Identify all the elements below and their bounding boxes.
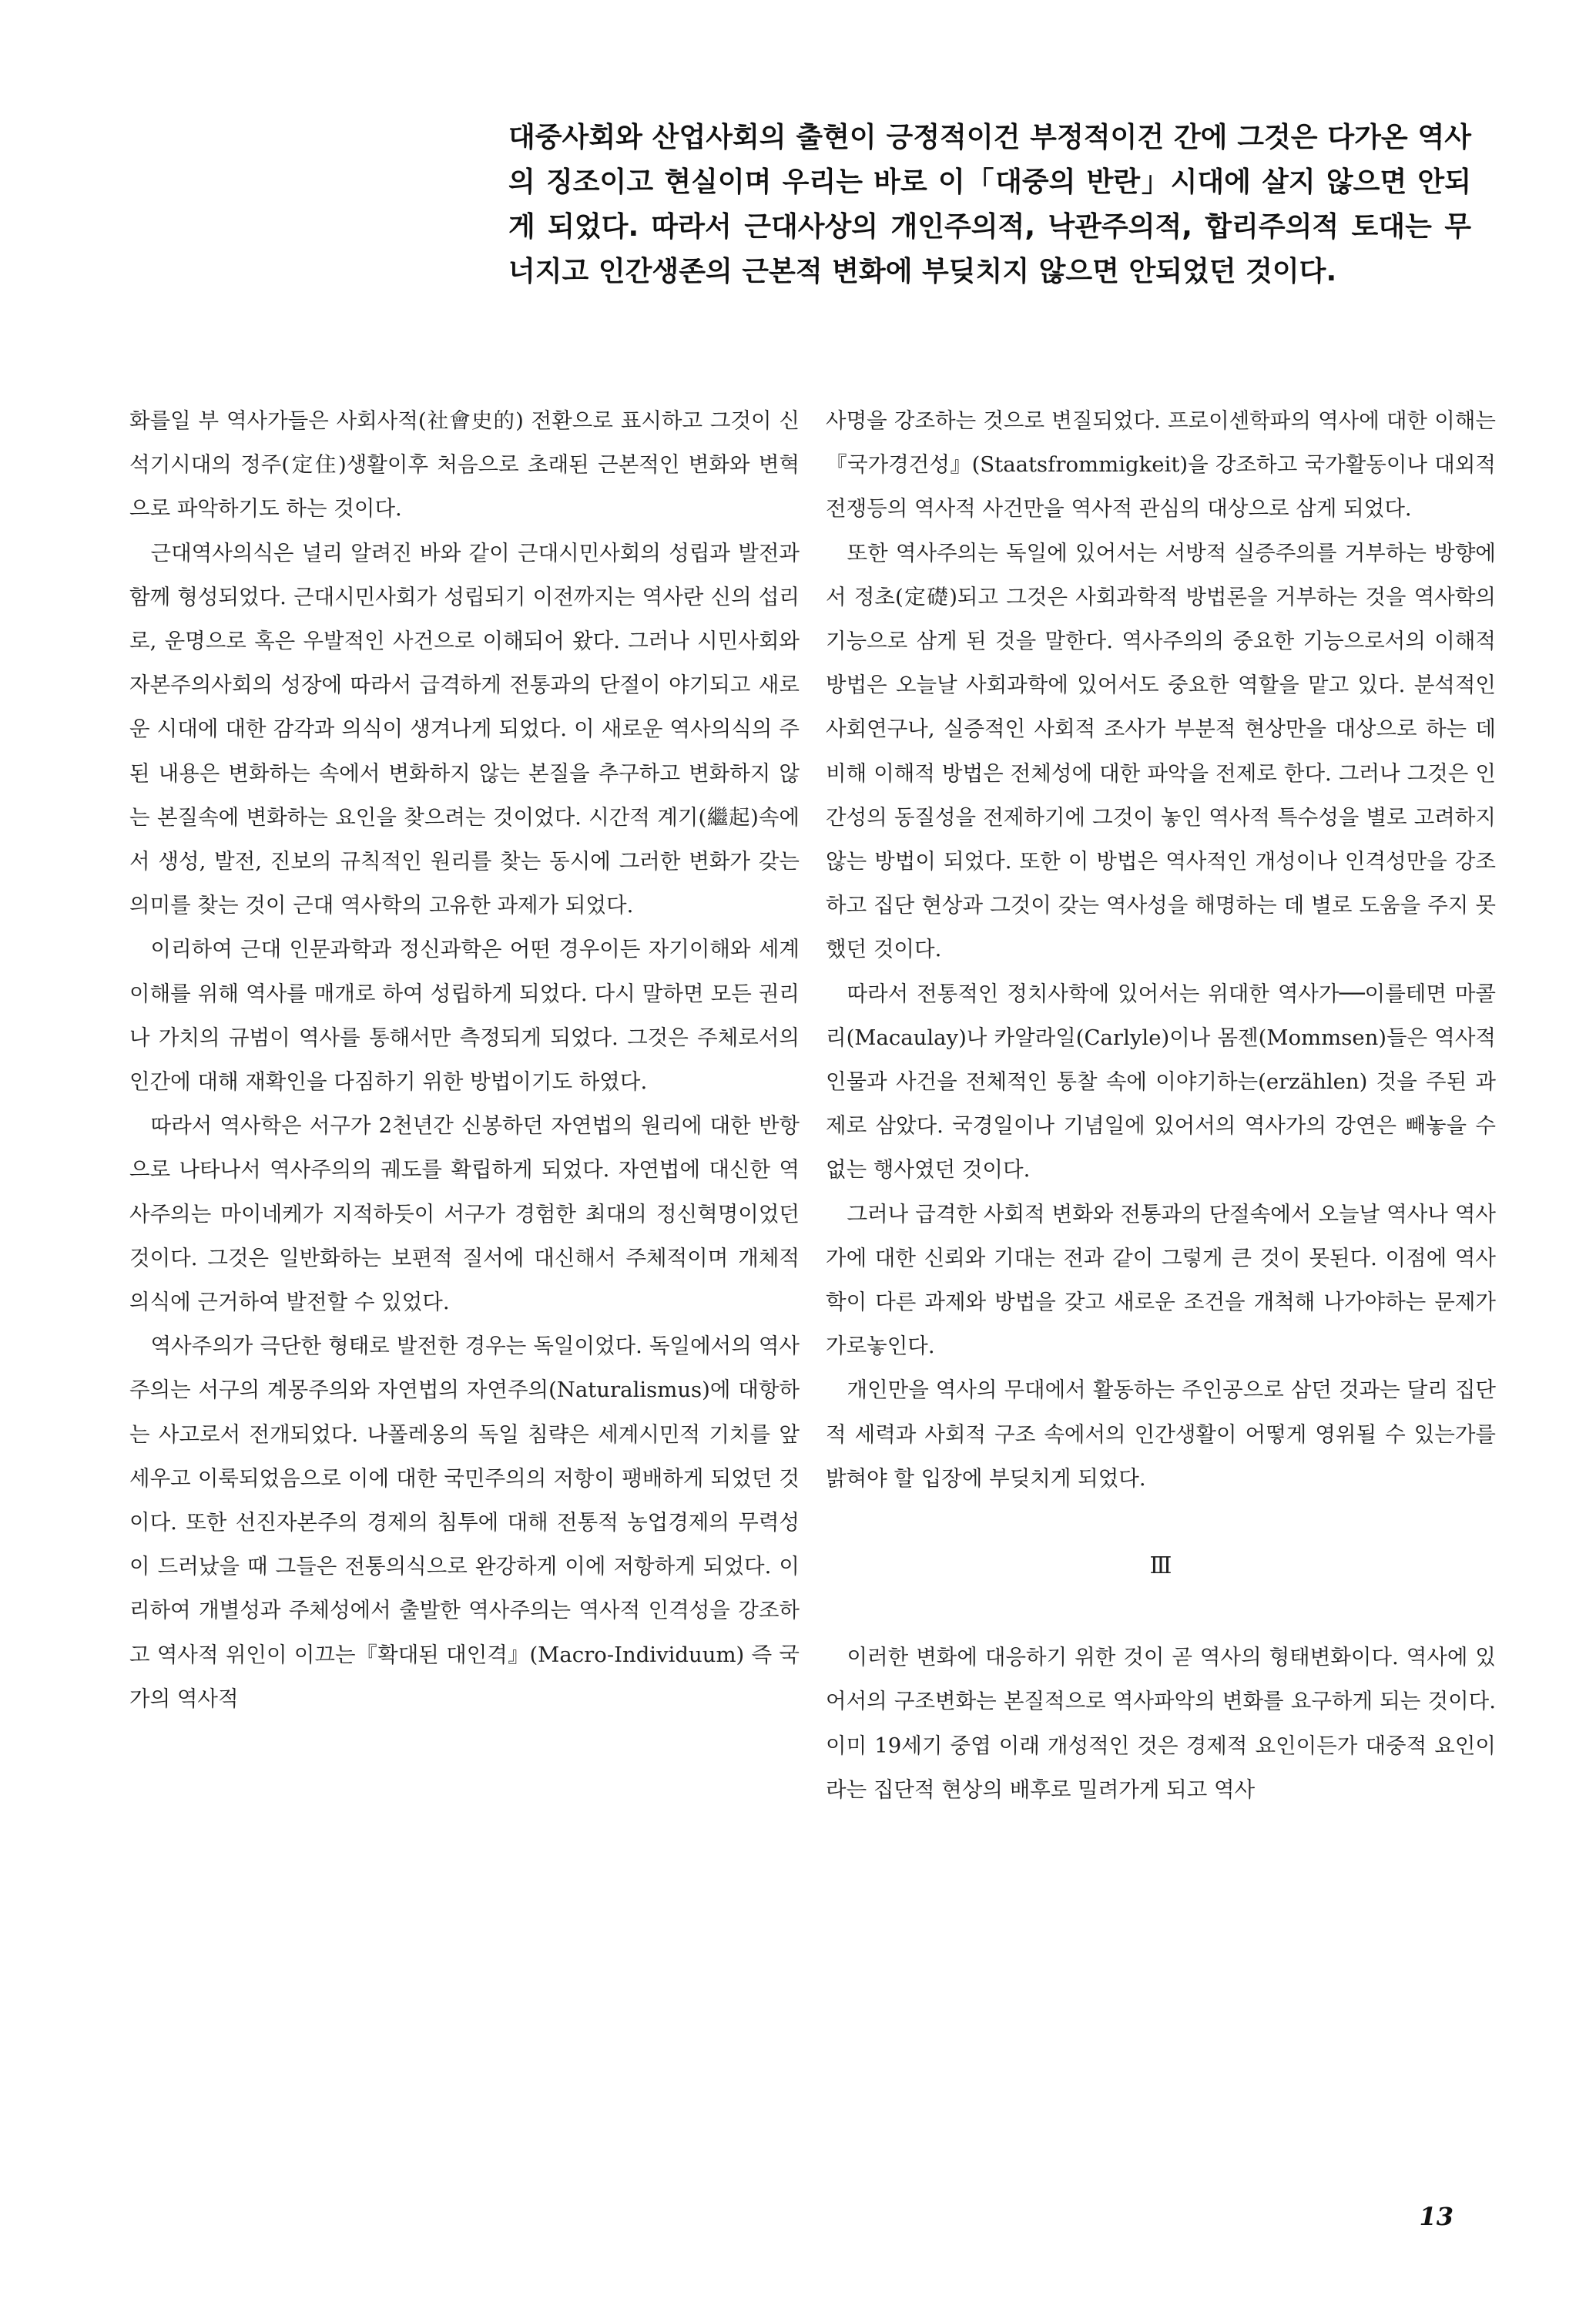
paragraph: 따라서 전통적인 정치사학에 있어서는 위대한 역사가──이를테면 마콜리(Macaulay)나 카알라일(Carlyle)이나 몸젠(Mommsen)들은 역사적 인물과 사건을 전체적인 통찰 속에 이야기하는(erzählen) 것을 주된 과제로 삼았다. 국경일이나 기념일에 있어서의 역사가의 강연은 빼놓을 수 없는 행사였던 것이다. [826, 981, 1496, 1183]
paragraph: 그러나 급격한 사회적 변화와 전통과의 단절속에서 오늘날 역사나 역사가에 대한 신뢰와 기대는 전과 같이 그렇게 큰 것이 못된다. 이점에 역사학이 다른 과제와 방법을 갖고 새로운 조건을 개척해 나가야하는 문제가 가로놓인다. [826, 1201, 1496, 1359]
paragraph: 따라서 역사학은 서구가 2천년간 신봉하던 자연법의 원리에 대한 반항으로 나타나서 역사주의의 궤도를 확립하게 되었다. 자연법에 대신한 역사주의는 마이네케가 지적하듯이 서구가 경험한 최대의 정신혁명이었던 것이다. 그것은 일반화하는 보편적 질서에 대신해서 주체적이며 개체적 의식에 근거하여 발전할 수 있었다. [129, 1113, 800, 1315]
paragraph: 사명을 강조하는 것으로 변질되었다. 프로이센학파의 역사에 대한 이해는『국가경건성』(Staatsfrommigkeit)을 강조하고 국가활동이나 대외적 전쟁등의 역사적 사건만을 역사적 관심의 대상으로 삼게 되었다. [826, 408, 1496, 522]
paragraph: 이러한 변화에 대응하기 위한 것이 곧 역사의 형태변화이다. 역사에 있어서의 구조변화는 본질적으로 역사파악의 변화를 요구하게 되는 것이다. 이미 19세기 중엽 이래 개성적인 것은 경제적 요인이든가 대중적 요인이라는 집단적 현상의 배후로 밀려가게 되고 역사 [826, 1645, 1496, 1802]
paragraph: 또한 역사주의는 독일에 있어서는 서방적 실증주의를 거부하는 방향에서 정초(定礎)되고 그것은 사회과학적 방법론을 거부하는 것을 역사학의 기능으로 삼게 된 것을 말한다. 역사주의의 중요한 기능으로서의 이해적 방법은 오늘날 사회과학에 있어서도 중요한 역할을 맡고 있다. 분석적인 사회연구나, 실증적인 사회적 조사가 부분적 현상만을 대상으로 하는 데 비해 이해적 방법은 전체성에 대한 파악을 전제로 한다. 그러나 그것은 인간성의 동질성을 전제하기에 그것이 놓인 역사적 특수성을 별로 고려하지 않는 방법이 되었다. 또한 이 방법은 역사적인 개성이나 인격성만을 강조하고 집단 현상과 그것이 갖는 역사성을 해명하는 데 별로 도움을 주지 못했던 것이다. [826, 540, 1496, 962]
page-number: 13 [1419, 2202, 1454, 2231]
left-column [129, 399, 800, 1721]
paragraph: 역사주의가 극단한 형태로 발전한 경우는 독일이었다. 독일에서의 역사주의는 서구의 계몽주의와 자연법의 자연주의(Naturalismus)에 대항하는 사고로서 전개되었다. 나폴레옹의 독일 침략은 세계시민적 기치를 앞세우고 이룩되었음으로 이에 대한 국민주의의 저항이 팽배하게 되었던 것이다. 또한 선진자본주의 경제의 침투에 대해 전통적 농업경제의 무력성이 드러났을 때 그들은 전통의식으로 완강하게 이에 저항하게 되었다. 이리하여 개별성과 주체성에서 출발한 역사주의는 역사적 인격성을 강조하고 역사적 위인이 이끄는『확대된 대인격』(Macro-Individuum) 즉 국가의 역사적 [129, 1334, 800, 1711]
right-column [826, 399, 1496, 1812]
paragraph: 근대역사의식은 널리 알려진 바와 같이 근대시민사회의 성립과 발전과 함께 형성되었다. 근대시민사회가 성립되기 이전까지는 역사란 신의 섭리로, 운명으로 혹은 우발적인 사건으로 이해되어 왔다. 그러나 시민사회와 자본주의사회의 성장에 따라서 급격하게 전통과의 단절이 야기되고 새로운 시대에 대한 감각과 의식이 생겨나게 되었다. 이 새로운 역사의식의 주된 내용은 변화하는 속에서 변화하지 않는 본질을 추구하고 변화하지 않는 본질속에 변화하는 요인을 찾으려는 것이었다. 시간적 계기(繼起)속에서 생성, 발전, 진보의 규칙적인 원리를 찾는 동시에 그러한 변화가 갖는 의미를 찾는 것이 근대 역사학의 고유한 과제가 되었다. [129, 540, 800, 918]
paragraph: 화를일 부 역사가들은 사회사적(社會史的) 전환으로 표시하고 그것이 신석기시대의 정주(定住)생활이후 처음으로 초래된 근본적인 변화와 변혁으로 파악하기도 하는 것이다. [129, 408, 800, 522]
paragraph: 이리하여 근대 인문과학과 정신과학은 어떤 경우이든 자기이해와 세계이해를 위해 역사를 매개로 하여 성립하게 되었다. 다시 말하면 모든 권리나 가치의 규범이 역사를 통해서만 측정되게 되었다. 그것은 주체로서의 인간에 대해 재확인을 다짐하기 위한 방법이기도 하였다. [129, 937, 800, 1095]
pull-quote: 대중사회와 산업사회의 출현이 긍정적이건 부정적이건 간에 그것은 다가온 역사의 징조이고 현실이며 우리는 바로 이「대중의 반란」시대에 살지 않으면 안되게 되었다. 따라서 근대사상의 개인주의적, 낙관주의적, 합리주의적 토대는 무너지고 인간생존의 근본적 변화에 부딪치지 않으면 안되었던 것이다. [508, 122, 1471, 287]
paragraph: 개인만을 역사의 무대에서 활동하는 주인공으로 삼던 것과는 달리 집단적 세력과 사회적 구조 속에서의 인간생활이 어떻게 영위될 수 있는가를 밝혀야 할 입장에 부딪치게 되었다. [826, 1378, 1496, 1491]
section-heading: Ⅲ [1149, 1552, 1172, 1580]
